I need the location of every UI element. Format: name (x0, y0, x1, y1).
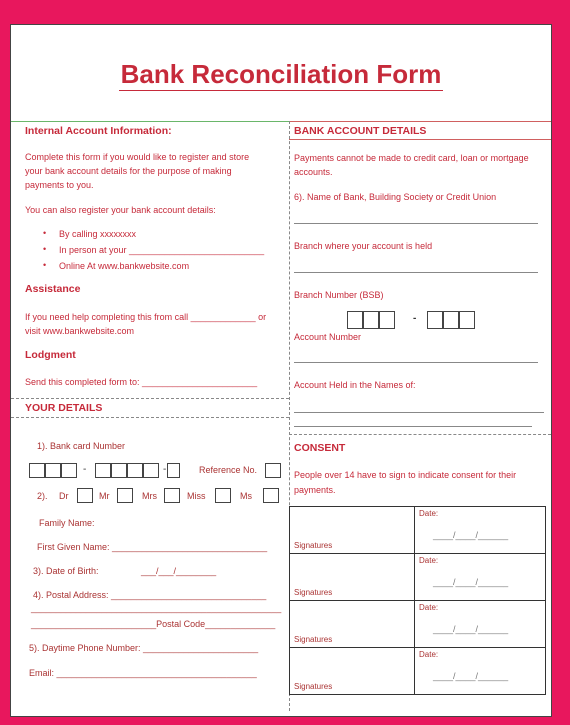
header-divider-right (289, 121, 551, 122)
date-label: Date: (419, 509, 439, 518)
form-title: Bank Reconciliation Form (120, 59, 442, 89)
consent-header: CONSENT (294, 442, 346, 454)
reference-box[interactable] (265, 463, 281, 478)
bsb-label: Branch Number (BSB) (294, 290, 384, 300)
assistance-line-2: visit www.bankwebsite.com (25, 326, 135, 336)
title-miss-label: Miss (187, 491, 206, 501)
bullet-icon: • (43, 260, 47, 270)
date-cell[interactable] (415, 554, 546, 601)
your-details-header: YOUR DETAILS (25, 402, 103, 414)
reference-label: Reference No. (199, 465, 258, 475)
date-value: ____/____/______ (433, 577, 509, 587)
card-digit-box[interactable] (29, 463, 45, 478)
signature-label: Signatures (294, 588, 333, 597)
assistance-header: Assistance (25, 283, 81, 295)
account-names-input-1[interactable] (294, 412, 544, 413)
title-mrs-label: Mrs (142, 491, 157, 501)
assistance-line-1: If you need help completing this from call _____________ or (25, 312, 267, 322)
lodgment-line: Send this completed form to: _______________________ (25, 377, 258, 387)
title-mr-checkbox[interactable] (117, 488, 133, 503)
bank-card-label: 1). Bank card Number (37, 441, 126, 451)
signature-label: Signatures (294, 541, 333, 550)
your-details-divider-top (11, 398, 289, 399)
title-miss-checkbox[interactable] (215, 488, 231, 503)
date-value: ____/____/______ (433, 624, 509, 634)
date-cell[interactable] (415, 601, 546, 648)
first-given-name-field[interactable]: First Given Name: _______________________________ (37, 542, 268, 552)
signature-row (290, 554, 546, 601)
dob-field[interactable]: ___/___/________ (141, 566, 217, 576)
date-value: ____/____/______ (433, 671, 509, 681)
bank-name-label: 6). Name of Bank, Building Society or Credit Union (294, 192, 497, 202)
bsb-dash: - (413, 313, 417, 324)
card-digit-box[interactable] (45, 463, 61, 478)
intro-line-2: your bank account details for the purpose of making (25, 166, 232, 176)
intro-line-3: payments to you. (25, 180, 94, 190)
account-names-input-2[interactable] (294, 426, 532, 427)
bsb-digit-box[interactable] (347, 311, 363, 329)
bsb-digit-box[interactable] (427, 311, 443, 329)
title-prefix: 2). (37, 491, 48, 501)
account-number-input[interactable] (294, 362, 538, 363)
signature-cell[interactable] (290, 507, 415, 554)
form-page (10, 24, 552, 717)
bullet-online: Online At www.bankwebsite.com (59, 261, 190, 271)
bsb-digit-box[interactable] (363, 311, 379, 329)
bsb-digit-box[interactable] (379, 311, 395, 329)
account-held-label: Account Held in the Names of: (294, 380, 416, 390)
branch-input[interactable] (294, 272, 538, 273)
title-dr-label: Dr (59, 491, 69, 501)
card-digit-box[interactable] (167, 463, 180, 478)
internal-account-header: Internal Account Information: (25, 125, 172, 137)
date-label: Date: (419, 556, 439, 565)
date-label: Date: (419, 603, 439, 612)
bsb-digit-box[interactable] (459, 311, 475, 329)
card-digit-box[interactable] (61, 463, 77, 478)
title-ms-checkbox[interactable] (263, 488, 279, 503)
bank-name-input[interactable] (294, 223, 538, 224)
date-label: Date: (419, 650, 439, 659)
signature-label: Signatures (294, 682, 333, 691)
your-details-divider-bottom (11, 417, 289, 418)
consent-line-1: People over 14 have to sign to indicate consent for their (294, 470, 517, 480)
bullet-icon: • (43, 228, 47, 238)
lodgment-header: Lodgment (25, 349, 76, 361)
bullet-in-person: In person at your ___________________________ (59, 245, 265, 255)
register-line: You can also register your bank account details: (25, 205, 216, 215)
signature-row (290, 507, 546, 554)
bullet-icon: • (43, 244, 47, 254)
email-field[interactable]: Email: ________________________________________ (29, 668, 257, 678)
card-dash: - (83, 464, 87, 475)
consent-divider (289, 434, 551, 435)
title-mrs-checkbox[interactable] (164, 488, 180, 503)
card-digit-box[interactable] (143, 463, 159, 478)
dob-label: 3). Date of Birth: (33, 566, 99, 576)
postal-address-field[interactable]: 4). Postal Address: _______________________________ (33, 590, 267, 600)
card-dash: - (163, 464, 167, 475)
postal-address-line-2[interactable]: __________________________________________________ (31, 603, 282, 613)
date-cell[interactable] (415, 507, 546, 554)
postal-code-field[interactable]: _________________________Postal Code______________ (31, 619, 276, 629)
bank-intro-line-1: Payments cannot be made to credit card, loan or mortgage (294, 153, 529, 163)
signature-cell[interactable] (290, 554, 415, 601)
title-ms-label: Ms (240, 491, 252, 501)
signature-cell[interactable] (290, 601, 415, 648)
intro-line-1: Complete this form if you would like to register and store (25, 152, 250, 162)
family-name-label: Family Name: (39, 518, 95, 528)
branch-label: Branch where your account is held (294, 241, 433, 251)
bullet-calling: By calling xxxxxxxx (59, 229, 137, 239)
signature-cell[interactable] (290, 648, 415, 695)
card-digit-box[interactable] (111, 463, 127, 478)
card-digit-box[interactable] (127, 463, 143, 478)
date-value: ____/____/______ (433, 530, 509, 540)
consent-line-2: payments. (294, 485, 336, 495)
title-mr-label: Mr (99, 491, 110, 501)
signature-row (290, 648, 546, 695)
form-title-wrap (11, 59, 551, 90)
account-number-label: Account Number (294, 332, 362, 342)
bank-account-header: BANK ACCOUNT DETAILS (294, 125, 427, 137)
bank-header-divider (289, 139, 551, 140)
signature-row (290, 601, 546, 648)
card-digit-box[interactable] (95, 463, 111, 478)
signature-label: Signatures (294, 635, 333, 644)
bank-intro-line-2: accounts. (294, 167, 333, 177)
title-dr-checkbox[interactable] (77, 488, 93, 503)
daytime-phone-field[interactable]: 5). Daytime Phone Number: _______________________ (29, 643, 259, 653)
date-cell[interactable] (415, 648, 546, 695)
header-divider-left (11, 121, 289, 122)
signature-table (289, 506, 546, 695)
bsb-digit-box[interactable] (443, 311, 459, 329)
